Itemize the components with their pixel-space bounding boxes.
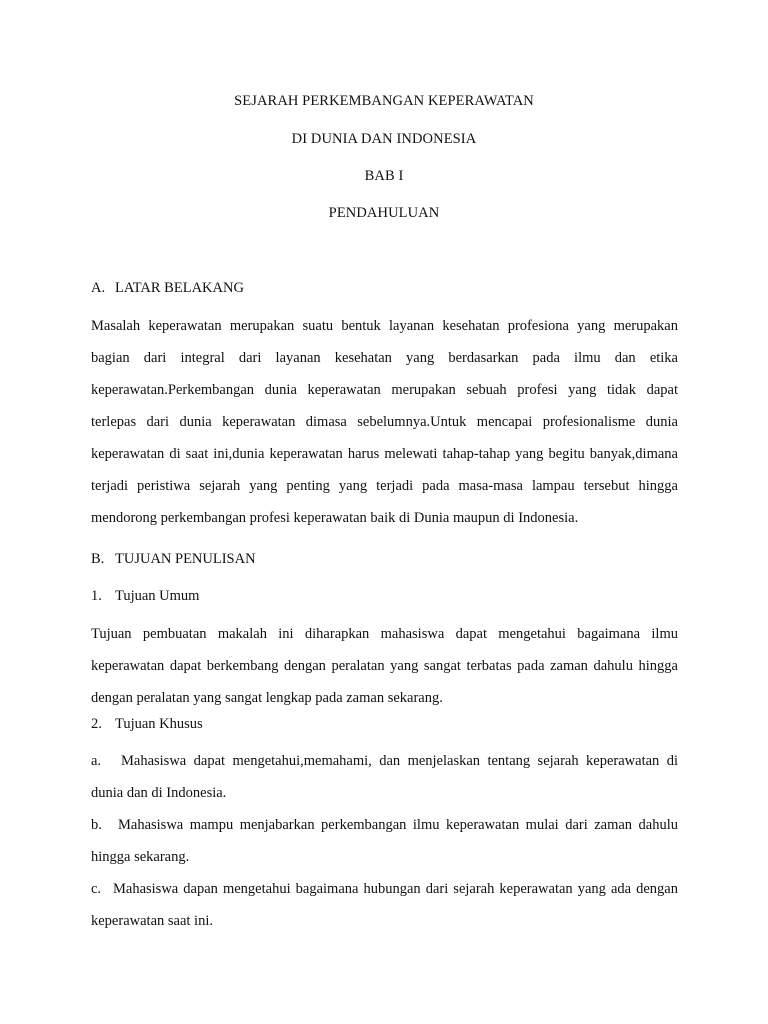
paragraph-line: keperawatan di saat ini,dunia keperawatan harus melewati tahap-tahap yang begitu banyak,dimana <box>91 446 678 462</box>
objective-item-b <box>91 809 678 873</box>
objective-item-c <box>91 873 678 937</box>
subsection-1-heading <box>91 588 199 605</box>
subsection-1-title: Tujuan Umum <box>115 588 200 604</box>
section-a-title: LATAR BELAKANG <box>115 280 244 296</box>
list-item-text: Mahasiswa dapat mengetahui,memahami, dan menjelaskan tentang sejarah keperawatan di <box>121 753 678 769</box>
paragraph-line: keperawatan dapat berkembang dengan peralatan yang sangat terbatas pada zaman dahulu hingga <box>91 658 678 674</box>
section-b-marker: B. <box>91 551 105 567</box>
list-item-line <box>91 745 678 777</box>
section-a-paragraph <box>91 310 678 534</box>
subsection-2-marker: 2. <box>91 716 102 732</box>
paragraph-line: Tujuan pembuatan makalah ini diharapkan mahasiswa dapat mengetahui bagaimana ilmu <box>91 626 678 642</box>
section-a-marker: A. <box>91 280 106 296</box>
section-b-heading <box>91 551 256 568</box>
chapter-label: BAB I <box>364 168 404 184</box>
list-item-marker: b. <box>91 817 102 833</box>
subsection-2-title: Tujuan Khusus <box>115 716 203 732</box>
list-item-line <box>91 809 678 841</box>
list-item-line: dunia dan di Indonesia. <box>91 785 227 801</box>
paragraph-line: Masalah keperawatan merupakan suatu bentuk layanan kesehatan profesiona yang merupakan <box>91 318 678 334</box>
paragraph-line: mendorong perkembangan profesi keperawatan baik di Dunia maupun di Indonesia. <box>91 510 579 526</box>
document-title-line-2: DI DUNIA DAN INDONESIA <box>291 131 477 147</box>
subsection-1-paragraph <box>91 618 678 714</box>
list-item-marker: a. <box>91 753 102 769</box>
subsection-1-marker: 1. <box>91 588 102 604</box>
subsection-2-heading <box>91 716 203 733</box>
section-a-heading <box>91 280 244 297</box>
section-b-title: TUJUAN PENULISAN <box>115 551 256 567</box>
document-title-line-1: SEJARAH PERKEMBANGAN KEPERAWATAN <box>234 93 534 109</box>
paragraph-line: keperawatan.Perkembangan dunia keperawatan merupakan sebuah profesi yang tidak dapat <box>91 382 678 398</box>
paragraph-line: terjadi peristiwa sejarah yang penting yang terjadi pada masa-masa lampau tersebut hingga <box>91 478 678 494</box>
paragraph-line: dengan peralatan yang sangat lengkap pada zaman sekarang. <box>91 690 443 706</box>
list-item-line: keperawatan saat ini. <box>91 913 213 929</box>
chapter-title: PENDAHULUAN <box>328 205 440 221</box>
paragraph-line: terlepas dari dunia keperawatan dimasa sebelumnya.Untuk mencapai profesionalisme dunia <box>91 414 678 430</box>
list-item-line: hingga sekarang. <box>91 849 190 865</box>
list-item-line <box>91 873 678 905</box>
paragraph-line: bagian dari integral dari layanan kesehatan yang berdasarkan pada ilmu dan etika <box>91 350 678 366</box>
list-item-text: Mahasiswa dapan mengetahui bagaimana hubungan dari sejarah keperawatan yang ada dengan <box>113 881 678 897</box>
objective-item-a <box>91 745 678 809</box>
list-item-text: Mahasiswa mampu menjabarkan perkembangan ilmu keperawatan mulai dari zaman dahulu <box>118 817 678 833</box>
list-item-marker: c. <box>91 881 102 897</box>
